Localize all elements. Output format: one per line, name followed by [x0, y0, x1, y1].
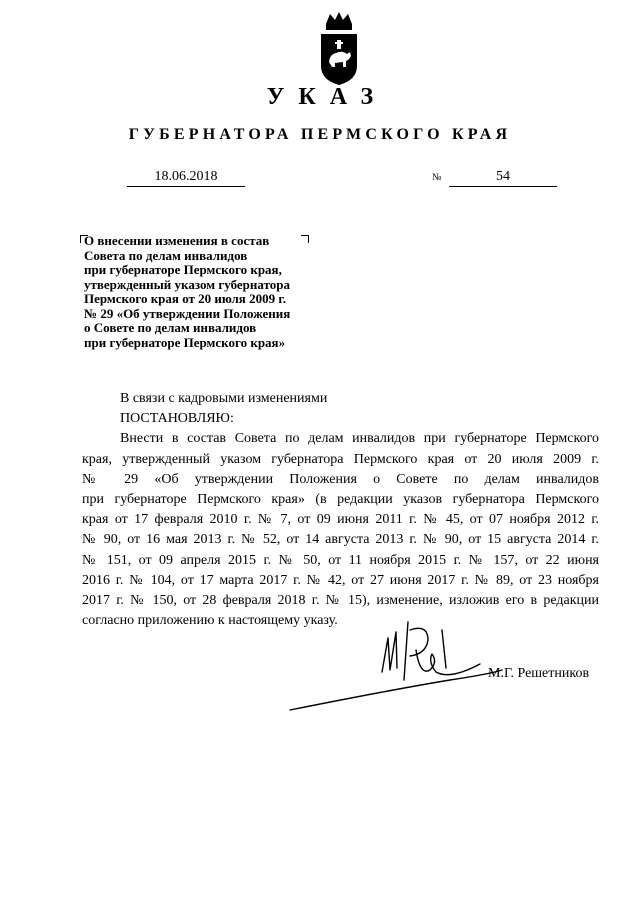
subject-line: Пермского края от 20 июля 2009 г. — [84, 291, 287, 306]
document-body — [82, 389, 599, 631]
paragraph-line: № 151, от 09 апреля 2015 г. № 50, от 11 ноября 2015 г. № 157, от 22 июня — [82, 552, 599, 568]
signer-name: М.Г. Решетников — [488, 666, 590, 681]
paragraph-line: края от 17 февраля 2010 г. № 7, от 09 июня 2011 г. № 45, от 07 ноября 2012 г. — [82, 512, 599, 528]
document-number: 54 — [449, 168, 557, 187]
decree-text: ПОСТАНОВЛЯЮ: — [120, 411, 234, 427]
intro-text: В связи с кадровыми изменениями — [120, 391, 328, 406]
handwritten-signature — [270, 610, 530, 720]
subject-line: № 29 «Об утверждении Положения — [84, 305, 291, 321]
paragraph-line: Внести в состав Совета по делам инвалидов при губернаторе Пермского — [120, 431, 599, 447]
paragraph-line: № 29 «Об утверждении Положения о Совете по делам инвалидов — [82, 471, 599, 487]
perm-krai-coat-of-arms-icon — [318, 10, 360, 86]
document-subject — [84, 234, 344, 350]
subject-line: утвержденный указом губернатора — [84, 276, 291, 292]
subject-line: Совета по делам инвалидов — [84, 247, 248, 263]
document-date: 18.06.2018 — [127, 168, 245, 187]
paragraph-line: при губернаторе Пермского края» (в редакции указов губернатора Пермского — [82, 492, 599, 508]
subject-line: при губернаторе Пермского края, — [84, 262, 282, 277]
document-title: УКАЗ — [266, 84, 388, 110]
paragraph-line: согласно приложению к настоящему указу. — [82, 613, 338, 629]
paragraph-line: края, утвержденный указом губернатора Пермского края от 20 июля 2009 г. — [82, 451, 599, 467]
document-subtitle: ГУБЕРНАТОРА ПЕРМСКОГО КРАЯ — [128, 126, 512, 143]
number-sign: № — [432, 172, 442, 183]
paragraph-line: № 90, от 16 мая 2013 г. № 52, от 14 августа 2013 г. № 90, от 15 августа 2014 г. — [82, 532, 599, 548]
subject-line: О внесении изменения в состав — [84, 233, 270, 248]
paragraph-line: 2016 г. № 104, от 17 марта 2017 г. № 42, от 27 июня 2017 г. № 89, от 23 ноября — [82, 572, 599, 588]
subject-line: при губернаторе Пермского края» — [84, 334, 286, 350]
paragraph-line: 2017 г. № 150, от 28 февраля 2018 г. № 15), изменение, изложив его в редакции — [82, 593, 599, 609]
subject-line: о Совете по делам инвалидов — [84, 320, 257, 335]
